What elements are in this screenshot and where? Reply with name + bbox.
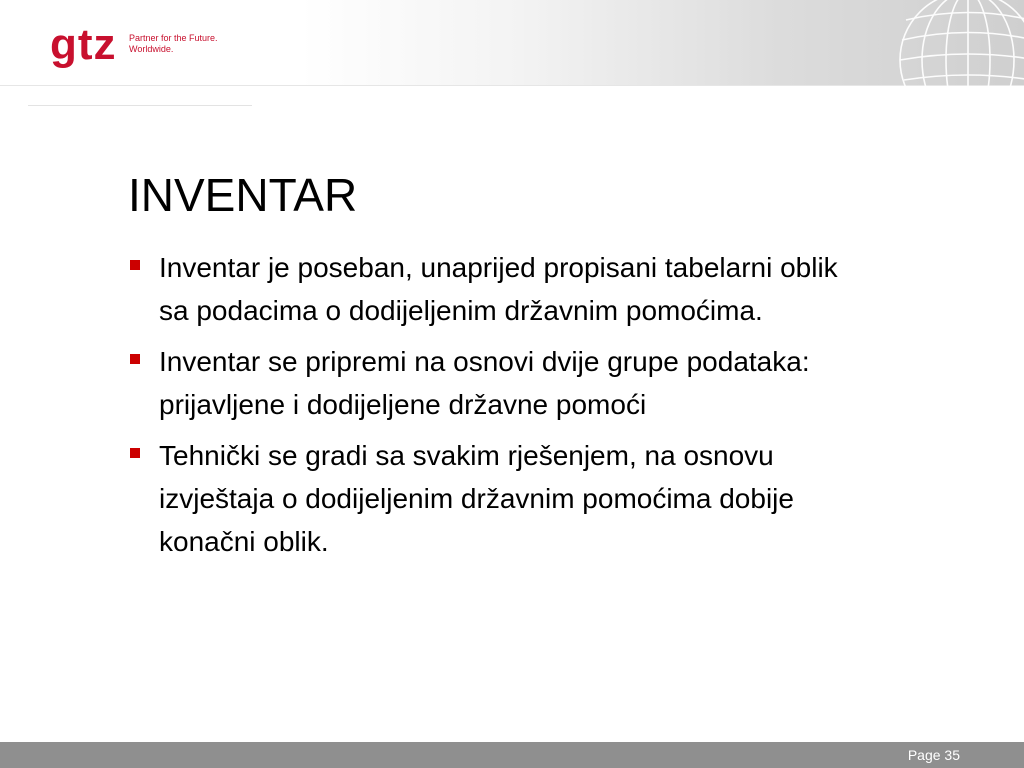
page-number: Page 35	[907, 747, 960, 763]
header-rule	[28, 105, 252, 106]
square-bullet-icon	[130, 448, 140, 458]
bullet-list	[128, 246, 848, 571]
bullet-text: Tehnički se gradi sa svakim rješenjem, na osnovu izvještaja o dodijeljenim državnim pomoćima dobije konačni oblik.	[159, 440, 794, 557]
slide-title: INVENTAR	[128, 169, 358, 221]
tagline-line-1: Partner for the Future.	[129, 33, 218, 43]
square-bullet-icon	[130, 260, 140, 270]
gtz-logo: gtz	[50, 20, 117, 69]
header-divider	[0, 85, 1024, 86]
bullet-text: Inventar je poseban, unaprijed propisani tabelarni oblik sa podacima o dodijeljenim državnim pomoćima.	[159, 252, 838, 326]
bullet-item	[128, 434, 848, 563]
bullet-text: Inventar se pripremi na osnovi dvije grupe podataka: prijavljene i dodijeljene državne pomoći	[159, 346, 810, 420]
logo-tagline	[129, 33, 218, 55]
bullet-item	[128, 246, 848, 332]
footer-bar	[0, 742, 1024, 768]
tagline-line-2: Worldwide.	[129, 44, 174, 54]
bullet-item	[128, 340, 848, 426]
square-bullet-icon	[130, 354, 140, 364]
globe-icon	[888, 0, 1024, 86]
